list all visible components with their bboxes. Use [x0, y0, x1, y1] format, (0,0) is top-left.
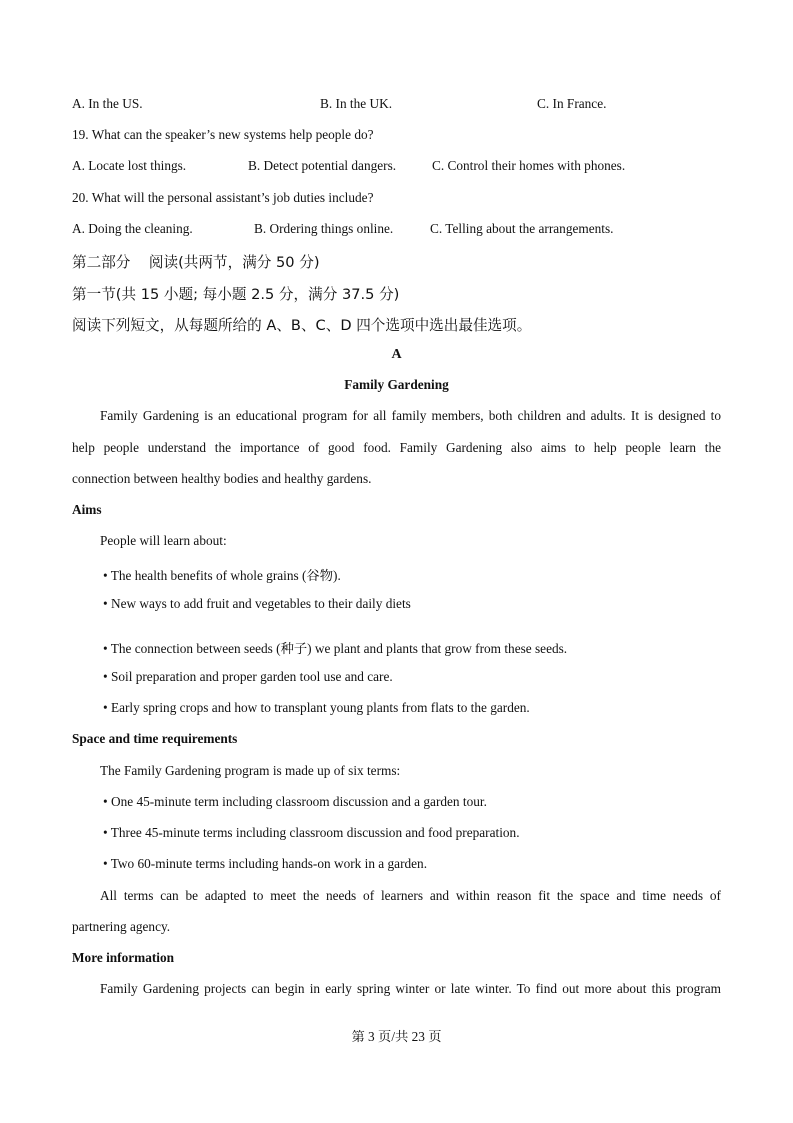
- aims-heading: Aims: [72, 502, 102, 517]
- option-b: B. Detect potential dangers.: [248, 158, 397, 173]
- instruction: 阅读下列短文，从每题所给的 A、B、C、D 四个选项中选出最佳选项。: [72, 317, 532, 334]
- list-item: • The health benefits of whole grains (谷物).: [103, 568, 341, 583]
- option-c: C. In France.: [537, 96, 607, 111]
- option-a: A. Doing the cleaning.: [72, 221, 193, 236]
- passage-title: Family Gardening: [344, 377, 449, 392]
- intro-line: connection between healthy bodies and healthy gardens.: [72, 471, 372, 486]
- space-lead: The Family Gardening program is made up of six terms:: [100, 763, 401, 778]
- list-item: • Three 45-minute terms including classroom discussion and food preparation.: [103, 825, 520, 840]
- adapt-line: partnering agency.: [72, 919, 171, 934]
- intro-line: help people understand the importance of good food. Family Gardening also aims to help people learn the: [72, 440, 721, 455]
- part-heading: 第二部分 阅读(共两节，满分 50 分): [72, 254, 320, 271]
- list-item: • New ways to add fruit and vegetables to their daily diets: [103, 596, 411, 611]
- passage-letter: A: [391, 347, 402, 362]
- list-item: • The connection between seeds (种子) we plant and plants that grow from these seeds.: [103, 641, 568, 656]
- option-b: B. In the UK.: [320, 96, 393, 111]
- section-heading: 第一节(共 15 小题; 每小题 2.5 分，满分 37.5 分): [72, 286, 400, 303]
- space-heading: Space and time requirements: [72, 731, 238, 746]
- list-item: • Early spring crops and how to transplant young plants from flats to the garden.: [103, 700, 530, 715]
- question-19: 19. What can the speaker’s new systems help people do?: [72, 127, 374, 142]
- option-b: B. Ordering things online.: [254, 221, 394, 236]
- more-text: Family Gardening projects can begin in early spring winter or late winter. To find out more about this program: [100, 981, 721, 996]
- option-c: C. Telling about the arrangements.: [430, 221, 614, 236]
- list-item: • One 45-minute term including classroom discussion and a garden tour.: [103, 794, 487, 809]
- adapt-line: All terms can be adapted to meet the needs of learners and within reason fit the space and time needs of: [100, 888, 721, 903]
- question-20: 20. What will the personal assistant’s job duties include?: [72, 190, 374, 205]
- more-heading: More information: [72, 950, 175, 965]
- option-c: C. Control their homes with phones.: [432, 158, 626, 173]
- page-number: 第 3 页/共 23 页: [351, 1029, 442, 1044]
- aims-lead: People will learn about:: [100, 533, 227, 548]
- list-item: • Two 60-minute terms including hands-on work in a garden.: [103, 856, 428, 871]
- list-item: • Soil preparation and proper garden tool use and care.: [103, 669, 393, 684]
- option-a: A. Locate lost things.: [72, 158, 187, 173]
- intro-line: Family Gardening is an educational program for all family members, both children and adults. It is designed to: [100, 408, 721, 423]
- option-a: A. In the US.: [72, 96, 143, 111]
